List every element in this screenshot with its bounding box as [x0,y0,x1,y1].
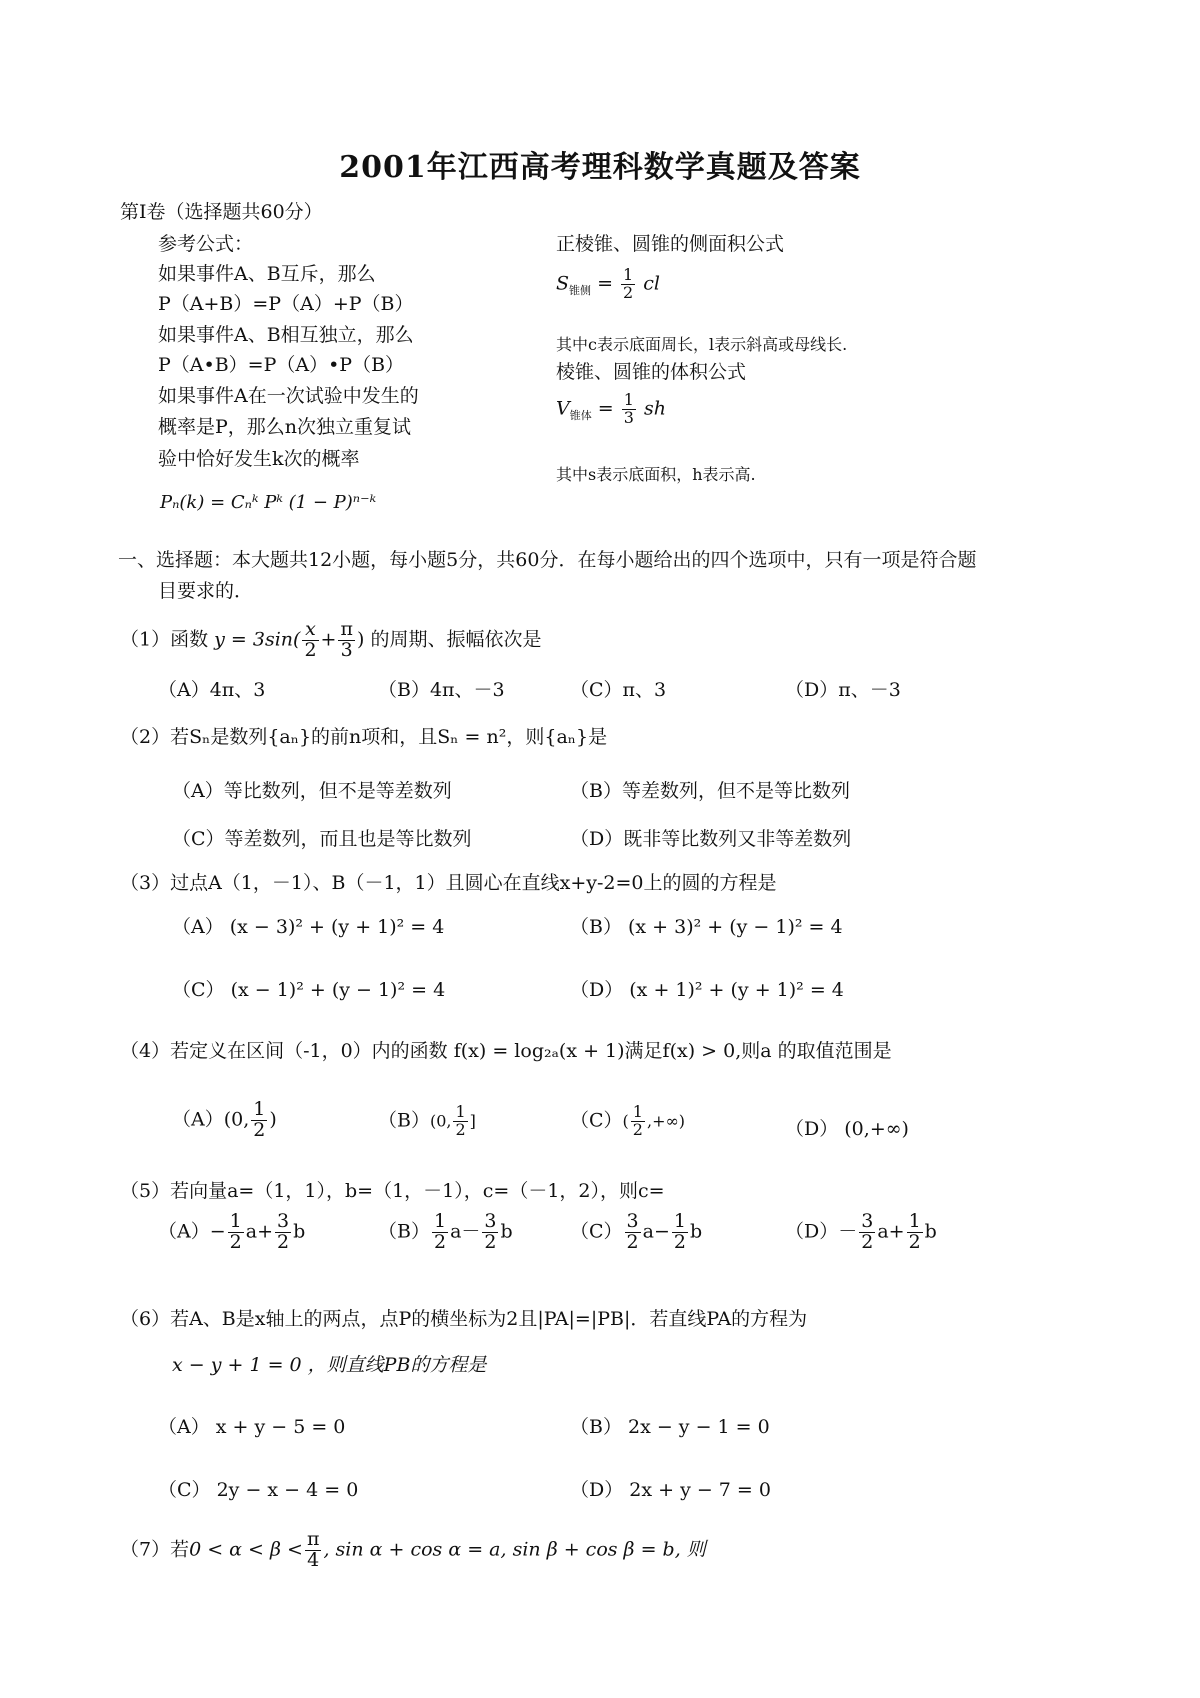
q1-option-b: （B）4π、－3 [378,679,505,701]
volume-formula: $V_{锥体}$ = $\frac{1}{3}$ sh [556,390,666,427]
formula-line-7: 验中恰好发生k次的概率 [158,448,360,470]
q2-option-b: （B）等差数列，但不是等比数列 [570,780,850,802]
question-2-stem: （2）若Sₙ是数列{aₙ}的前n项和，且Sₙ = n²，则{aₙ}是 [120,726,608,748]
q6-option-b: （B） 2x − y − 1 = 0 [570,1416,770,1438]
formula-line-6: 概率是P，那么n次独立重复试 [158,416,412,438]
q1-option-a: （A）4π、3 [158,679,266,701]
section-1-line-2: 目要求的． [158,580,254,602]
page-title: 2001年江西高考理科数学真题及答案 [339,150,861,185]
lateral-area-note: 其中c表示底面周长，l表示斜高或母线长. [556,335,848,354]
formula-line-1: 如果事件A、B互斥，那么 [158,263,376,285]
q1-option-c: （C）π、3 [570,679,667,701]
question-6-stem-line-1: （6）若A、B是x轴上的两点，点P的横坐标为2且|PA|=|PB|．若直线PA的方程为 [120,1308,808,1330]
question-5-stem: （5）若向量a=（1，1），b=（1，－1），c=（－1，2），则c= [120,1180,665,1202]
formula-line-5: 如果事件A在一次试验中发生的 [158,385,419,407]
lateral-area-title: 正棱锥、圆锥的侧面积公式 [556,233,785,255]
volume-title: 棱锥、圆锥的体积公式 [556,361,747,383]
volume-note: 其中s表示底面积，h表示高. [556,465,756,484]
binomial-formula: Pₙ(k) = Cₙᵏ Pᵏ (1 − P)ⁿ⁻ᵏ [160,492,377,513]
q3-option-d: （D） (x + 1)² + (y + 1)² = 4 [570,979,844,1001]
question-4-stem: （4）若定义在区间（-1，0）内的函数 f(x) = log₂ₐ(x + 1)满足f(x) > 0,则a 的取值范围是 [120,1040,892,1062]
q6-option-c: （C） 2y − x − 4 = 0 [158,1479,359,1501]
q3-option-b: （B） (x + 3)² + (y − 1)² = 4 [570,916,843,938]
q5-option-d: （D）－ $\frac{3}{2}$ a+ $\frac{1}{2}$ b [785,1210,937,1253]
question-6-stem-line-2: x − y + 1 = 0 ，则直线PB的方程是 [172,1354,487,1376]
q6-option-d: （D） 2x + y − 7 = 0 [570,1479,771,1501]
volume-header: 第Ⅰ卷（选择题共60分） [120,201,323,223]
q6-option-a: （A） x + y − 5 = 0 [158,1416,346,1438]
q1-option-d: （D）π、－3 [785,679,901,701]
q5-option-b: （B） $\frac{1}{2}$ a－ $\frac{3}{2}$ b [378,1210,513,1253]
section-1-line-1: 一、选择题：本大题共12小题，每小题5分，共60分．在每小题给出的四个选项中，只有一项是符合题 [118,549,977,571]
question-3-stem: （3）过点A（1，－1）、B（－1，1）且圆心在直线x+y-2=0上的圆的方程是 [120,872,777,894]
q2-option-d: （D）既非等比数列又非等差数列 [570,828,852,850]
q4-option-b: （B）(0, $\frac{1}{2}$ ] [378,1102,476,1139]
q4-option-d: （D） (0,+∞) [785,1118,909,1140]
q3-option-a: （A） (x − 3)² + (y + 1)² = 4 [172,916,445,938]
question-1-stem: （1）函数 y = 3sin( $\frac{x}{2}$ + $\frac{\pi}{3}$ ) 的周期、振幅依次是 [120,618,542,661]
lateral-area-formula: $S_{锥侧}$ = $\frac{1}{2}$ cl [556,265,660,302]
q4-option-c: （C）( $\frac{1}{2}$ ,+∞) [570,1102,686,1139]
q5-option-a: （A）− $\frac{1}{2}$ a+ $\frac{3}{2}$ b [158,1210,306,1253]
q2-option-c: （C）等差数列，而且也是等比数列 [172,828,472,850]
formula-line-3: 如果事件A、B相互独立，那么 [158,324,414,346]
q4-option-a: （A）(0, $\frac{1}{2}$ ) [172,1098,277,1141]
q5-option-c: （C） $\frac{3}{2}$ a− $\frac{1}{2}$ b [570,1210,703,1253]
formula-line-4: P（A•B）=P（A）•P（B） [158,354,405,376]
formula-line-2: P（A+B）=P（A）+P（B） [158,293,414,315]
question-7-stem: （7）若0 < α < β < $\frac{\pi}{4}$ , sin α + cos α = a, sin β + cos β = b, 则 [120,1528,706,1571]
q2-option-a: （A）等比数列，但不是等差数列 [172,780,452,802]
q3-option-c: （C） (x − 1)² + (y − 1)² = 4 [172,979,446,1001]
formula-label: 参考公式： [158,233,254,255]
